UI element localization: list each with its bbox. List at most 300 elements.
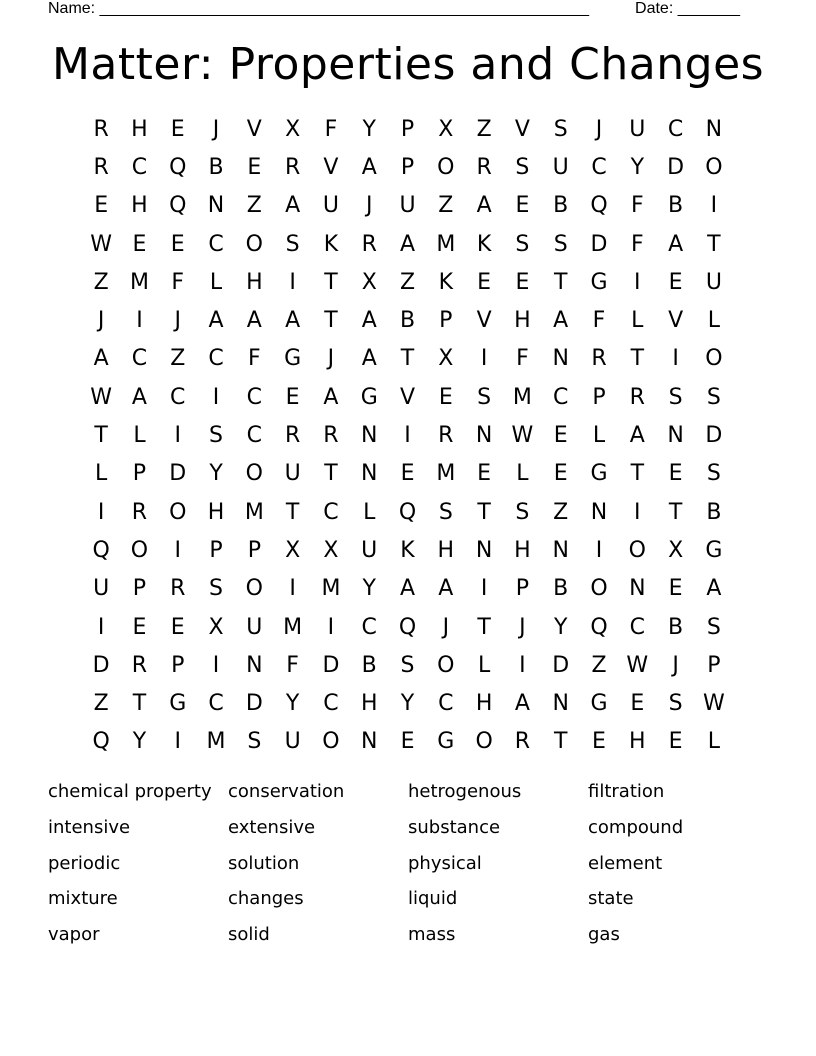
- grid-letter[interactable]: P: [439, 308, 453, 334]
- grid-letter[interactable]: J: [595, 116, 603, 142]
- grid-letter[interactable]: E: [515, 193, 530, 219]
- grid-letter[interactable]: S: [400, 652, 415, 678]
- grid-letter[interactable]: E: [170, 231, 185, 257]
- grid-letter[interactable]: A: [399, 231, 416, 257]
- grid-letter[interactable]: Q: [398, 614, 417, 640]
- grid-letter[interactable]: I: [174, 729, 181, 755]
- word-bank-item: solution: [228, 852, 300, 874]
- grid-letter[interactable]: M: [206, 729, 226, 755]
- grid-letter[interactable]: E: [170, 614, 185, 640]
- grid-letter[interactable]: Z: [438, 193, 454, 219]
- grid-letter[interactable]: B: [361, 652, 377, 678]
- grid-letter[interactable]: C: [438, 691, 454, 717]
- grid-letter[interactable]: X: [361, 269, 377, 295]
- grid-letter[interactable]: N: [475, 537, 493, 563]
- grid-letter[interactable]: V: [399, 384, 416, 410]
- grid-letter[interactable]: I: [212, 652, 220, 678]
- grid-letter[interactable]: Y: [362, 116, 376, 142]
- grid-letter[interactable]: R: [93, 116, 109, 142]
- grid-letter[interactable]: A: [361, 308, 377, 334]
- grid-letter[interactable]: D: [667, 154, 685, 180]
- grid-letter[interactable]: G: [360, 384, 378, 410]
- grid-letter[interactable]: K: [438, 269, 454, 295]
- grid-letter[interactable]: M: [436, 231, 456, 257]
- grid-letter[interactable]: M: [321, 576, 341, 602]
- grid-letter[interactable]: R: [131, 499, 148, 525]
- grid-letter[interactable]: S: [209, 423, 224, 449]
- grid-letter[interactable]: R: [438, 423, 454, 449]
- grid-letter[interactable]: V: [668, 308, 684, 334]
- grid-letter[interactable]: G: [590, 269, 608, 295]
- grid-letter[interactable]: E: [400, 461, 415, 487]
- grid-letter[interactable]: O: [628, 537, 646, 563]
- grid-letter[interactable]: E: [132, 231, 147, 257]
- grid-letter[interactable]: D: [245, 691, 263, 717]
- grid-letter[interactable]: N: [360, 729, 378, 755]
- grid-letter[interactable]: E: [668, 729, 683, 755]
- grid-letter[interactable]: S: [706, 614, 721, 640]
- grid-letter[interactable]: N: [629, 576, 646, 602]
- word-bank-item: substance: [408, 816, 501, 838]
- grid-letter[interactable]: S: [553, 231, 568, 257]
- grid-letter[interactable]: U: [399, 193, 416, 219]
- grid-letter[interactable]: D: [92, 652, 110, 678]
- grid-letter[interactable]: L: [707, 308, 721, 334]
- grid-letter[interactable]: A: [285, 308, 301, 334]
- grid-letter[interactable]: I: [595, 537, 603, 563]
- grid-letter[interactable]: M: [436, 461, 456, 487]
- grid-letter[interactable]: I: [634, 269, 641, 295]
- grid-letter[interactable]: D: [552, 652, 570, 678]
- grid-letter[interactable]: A: [668, 231, 684, 257]
- grid-letter[interactable]: N: [552, 691, 569, 717]
- grid-letter[interactable]: C: [208, 346, 224, 372]
- grid-letter[interactable]: S: [668, 384, 683, 410]
- grid-letter[interactable]: J: [212, 116, 220, 142]
- grid-letter[interactable]: B: [668, 614, 684, 640]
- grid-letter[interactable]: L: [592, 423, 606, 449]
- grid-letter[interactable]: E: [247, 154, 262, 180]
- grid-letter[interactable]: U: [284, 461, 301, 487]
- grid-letter[interactable]: B: [399, 308, 416, 334]
- grid-letter[interactable]: J: [174, 308, 181, 334]
- grid-letter[interactable]: F: [516, 346, 529, 372]
- grid-letter[interactable]: O: [475, 729, 493, 755]
- grid-letter[interactable]: N: [475, 423, 493, 449]
- grid-letter[interactable]: E: [553, 423, 568, 449]
- grid-letter[interactable]: L: [631, 308, 644, 334]
- grid-letter[interactable]: C: [208, 231, 224, 257]
- grid-letter[interactable]: A: [323, 384, 339, 410]
- grid-letter[interactable]: L: [209, 269, 223, 295]
- word-bank-item: intensive: [48, 816, 131, 838]
- grid-letter[interactable]: A: [706, 576, 722, 602]
- grid-letter[interactable]: R: [591, 346, 607, 372]
- grid-letter[interactable]: H: [514, 537, 531, 563]
- grid-letter[interactable]: V: [246, 116, 262, 142]
- grid-letter[interactable]: O: [590, 576, 608, 602]
- grid-letter[interactable]: C: [361, 614, 377, 640]
- grid-letter[interactable]: W: [90, 231, 113, 257]
- grid-letter[interactable]: P: [400, 116, 415, 142]
- grid-letter[interactable]: G: [590, 691, 608, 717]
- grid-letter[interactable]: T: [94, 423, 108, 449]
- grid-letter[interactable]: B: [668, 193, 684, 219]
- grid-letter[interactable]: M: [512, 384, 532, 410]
- grid-letter[interactable]: J: [672, 652, 679, 678]
- grid-letter[interactable]: C: [591, 154, 607, 180]
- grid-letter[interactable]: Z: [399, 269, 416, 295]
- grid-letter[interactable]: O: [130, 537, 149, 563]
- grid-letter[interactable]: C: [131, 346, 148, 372]
- grid-letter[interactable]: S: [706, 384, 721, 410]
- grid-letter[interactable]: R: [514, 729, 531, 755]
- grid-letter[interactable]: P: [209, 537, 223, 563]
- grid-letter[interactable]: B: [706, 499, 722, 525]
- grid-letter[interactable]: Q: [92, 729, 110, 755]
- grid-letter[interactable]: W: [90, 384, 113, 410]
- grid-letter[interactable]: U: [93, 576, 110, 602]
- word-bank-item: liquid: [408, 888, 458, 910]
- grid-letter[interactable]: E: [285, 384, 300, 410]
- grid-letter[interactable]: N: [360, 461, 378, 487]
- grid-letter[interactable]: R: [361, 231, 377, 257]
- grid-letter[interactable]: E: [170, 116, 185, 142]
- grid-letter[interactable]: I: [212, 384, 220, 410]
- grid-letter[interactable]: D: [590, 231, 608, 257]
- grid-letter[interactable]: C: [667, 116, 684, 142]
- grid-letter[interactable]: D: [705, 423, 723, 449]
- grid-letter[interactable]: C: [170, 384, 186, 410]
- grid-letter[interactable]: J: [442, 614, 450, 640]
- grid-letter[interactable]: C: [246, 423, 263, 449]
- grid-letter[interactable]: F: [592, 308, 606, 334]
- grid-letter[interactable]: E: [668, 269, 683, 295]
- grid-letter[interactable]: Z: [476, 116, 492, 142]
- grid-letter[interactable]: I: [289, 269, 296, 295]
- grid-letter[interactable]: E: [438, 384, 453, 410]
- grid-letter[interactable]: I: [480, 346, 488, 372]
- grid-letter[interactable]: X: [285, 537, 301, 563]
- grid-letter[interactable]: E: [477, 461, 492, 487]
- grid-letter[interactable]: S: [706, 461, 721, 487]
- grid-letter[interactable]: W: [511, 423, 534, 449]
- grid-letter[interactable]: P: [400, 154, 415, 180]
- grid-letter[interactable]: J: [97, 308, 105, 334]
- grid-letter[interactable]: H: [514, 308, 531, 334]
- grid-letter[interactable]: A: [93, 346, 109, 372]
- grid-letter[interactable]: I: [289, 576, 296, 602]
- grid-letter[interactable]: X: [438, 346, 454, 372]
- grid-letter[interactable]: V: [476, 308, 492, 334]
- grid-letter[interactable]: E: [400, 729, 415, 755]
- grid-letter[interactable]: N: [246, 652, 263, 678]
- grid-letter[interactable]: B: [553, 576, 569, 602]
- grid-letter[interactable]: Y: [209, 461, 223, 487]
- grid-letter[interactable]: I: [634, 499, 641, 525]
- grid-letter[interactable]: R: [284, 154, 301, 180]
- grid-letter[interactable]: A: [285, 193, 301, 219]
- grid-letter[interactable]: T: [668, 499, 683, 525]
- grid-letter[interactable]: G: [705, 537, 723, 563]
- grid-letter[interactable]: D: [322, 652, 340, 678]
- grid-letter[interactable]: G: [284, 346, 302, 372]
- word-bank-item: mixture: [48, 888, 118, 910]
- grid-letter[interactable]: X: [668, 537, 684, 563]
- grid-letter[interactable]: N: [207, 193, 225, 219]
- grid-letter[interactable]: P: [132, 576, 147, 602]
- grid-letter[interactable]: Y: [630, 154, 645, 180]
- grid-letter[interactable]: F: [630, 193, 644, 219]
- grid-letter[interactable]: E: [668, 461, 683, 487]
- grid-letter[interactable]: A: [361, 346, 377, 372]
- grid-letter[interactable]: B: [208, 154, 224, 180]
- grid-letter[interactable]: I: [97, 499, 105, 525]
- grid-letter[interactable]: F: [324, 116, 338, 142]
- grid-letter[interactable]: N: [667, 423, 684, 449]
- grid-letter[interactable]: X: [208, 614, 224, 640]
- grid-letter[interactable]: T: [477, 499, 491, 525]
- grid-letter[interactable]: O: [245, 231, 263, 257]
- grid-letter[interactable]: K: [476, 231, 492, 257]
- grid-letter[interactable]: H: [360, 691, 378, 717]
- grid-letter[interactable]: H: [131, 193, 148, 219]
- grid-letter[interactable]: P: [707, 652, 721, 678]
- grid-letter[interactable]: S: [438, 499, 453, 525]
- grid-letter[interactable]: L: [133, 423, 146, 449]
- grid-letter[interactable]: B: [553, 193, 569, 219]
- grid-letter[interactable]: N: [552, 346, 569, 372]
- grid-letter[interactable]: O: [705, 154, 723, 180]
- grid-letter[interactable]: A: [514, 691, 530, 717]
- grid-letter[interactable]: S: [553, 116, 568, 142]
- grid-letter[interactable]: Z: [93, 691, 109, 717]
- grid-letter[interactable]: W: [703, 691, 725, 717]
- word-bank-item: periodic: [48, 852, 121, 874]
- grid-letter[interactable]: S: [247, 729, 262, 755]
- grid-letter[interactable]: P: [592, 384, 606, 410]
- grid-letter[interactable]: E: [132, 614, 147, 640]
- grid-letter[interactable]: U: [552, 154, 569, 180]
- grid-letter[interactable]: R: [170, 576, 186, 602]
- grid-letter[interactable]: R: [476, 154, 492, 180]
- grid-letter[interactable]: M: [129, 269, 149, 295]
- grid-letter[interactable]: P: [132, 461, 147, 487]
- date-field-label: Date: _______: [635, 0, 740, 17]
- grid-letter[interactable]: A: [438, 576, 454, 602]
- grid-letter[interactable]: Y: [132, 729, 147, 755]
- grid-letter[interactable]: L: [95, 461, 108, 487]
- grid-letter[interactable]: R: [284, 423, 301, 449]
- grid-letter[interactable]: C: [208, 691, 224, 717]
- grid-letter[interactable]: T: [707, 231, 721, 257]
- grid-letter[interactable]: V: [514, 116, 530, 142]
- grid-letter[interactable]: E: [477, 269, 492, 295]
- word-bank-item: solid: [228, 924, 270, 946]
- grid-letter[interactable]: I: [480, 576, 488, 602]
- grid-letter[interactable]: L: [363, 499, 376, 525]
- grid-letter[interactable]: I: [519, 652, 526, 678]
- grid-letter[interactable]: S: [209, 576, 224, 602]
- grid-letter[interactable]: H: [629, 729, 646, 755]
- grid-letter[interactable]: P: [247, 537, 261, 563]
- grid-letter[interactable]: Q: [169, 193, 187, 219]
- grid-letter[interactable]: T: [285, 499, 300, 525]
- grid-letter[interactable]: L: [516, 461, 529, 487]
- grid-letter[interactable]: O: [322, 729, 340, 755]
- grid-letter[interactable]: E: [515, 269, 530, 295]
- grid-letter[interactable]: P: [515, 576, 530, 602]
- grid-letter[interactable]: N: [360, 423, 378, 449]
- grid-letter[interactable]: G: [590, 461, 608, 487]
- grid-letter[interactable]: U: [322, 193, 339, 219]
- word-bank-item: extensive: [228, 816, 316, 838]
- grid-letter[interactable]: Q: [590, 614, 608, 640]
- grid-letter[interactable]: O: [437, 154, 455, 180]
- grid-letter[interactable]: N: [552, 537, 569, 563]
- grid-letter[interactable]: E: [592, 729, 606, 755]
- grid-letter[interactable]: O: [245, 461, 263, 487]
- grid-letter[interactable]: H: [437, 537, 455, 563]
- grid-letter[interactable]: C: [629, 614, 645, 640]
- grid-letter[interactable]: S: [477, 384, 492, 410]
- grid-letter[interactable]: L: [477, 652, 491, 678]
- grid-letter[interactable]: R: [131, 652, 148, 678]
- grid-letter[interactable]: I: [672, 346, 679, 372]
- grid-letter[interactable]: J: [365, 193, 373, 219]
- grid-letter[interactable]: O: [437, 652, 455, 678]
- grid-letter[interactable]: I: [174, 537, 181, 563]
- grid-letter[interactable]: N: [705, 116, 723, 142]
- word-bank: [48, 780, 768, 959]
- grid-letter[interactable]: T: [630, 346, 645, 372]
- grid-letter[interactable]: C: [131, 154, 148, 180]
- grid-letter[interactable]: Z: [93, 269, 109, 295]
- grid-letter[interactable]: Q: [92, 537, 110, 563]
- grid-letter[interactable]: O: [245, 576, 263, 602]
- grid-letter[interactable]: Z: [591, 652, 607, 678]
- grid-letter[interactable]: F: [630, 231, 644, 257]
- grid-letter[interactable]: X: [285, 116, 301, 142]
- grid-letter[interactable]: Q: [169, 154, 187, 180]
- grid-letter[interactable]: C: [553, 384, 569, 410]
- grid-letter[interactable]: A: [246, 308, 262, 334]
- grid-letter[interactable]: C: [323, 691, 339, 717]
- grid-letter[interactable]: X: [323, 537, 339, 563]
- grid-letter[interactable]: A: [399, 576, 416, 602]
- grid-letter[interactable]: F: [171, 269, 185, 295]
- grid-letter[interactable]: A: [131, 384, 147, 410]
- grid-letter[interactable]: S: [285, 231, 300, 257]
- grid-letter[interactable]: F: [286, 652, 299, 678]
- grid-letter[interactable]: L: [707, 729, 721, 755]
- grid-letter[interactable]: U: [629, 116, 646, 142]
- grid-letter[interactable]: O: [169, 499, 187, 525]
- grid-letter[interactable]: N: [590, 499, 608, 525]
- grid-letter[interactable]: U: [284, 729, 301, 755]
- grid-letter[interactable]: P: [171, 652, 185, 678]
- grid-letter[interactable]: E: [553, 461, 568, 487]
- grid-letter[interactable]: A: [361, 154, 377, 180]
- grid-letter[interactable]: H: [475, 691, 493, 717]
- grid-letter[interactable]: G: [169, 691, 187, 717]
- grid-letter[interactable]: Y: [400, 691, 415, 717]
- grid-letter[interactable]: X: [438, 116, 454, 142]
- grid-letter[interactable]: A: [476, 193, 492, 219]
- grid-letter[interactable]: E: [630, 691, 645, 717]
- grid-letter[interactable]: V: [323, 154, 339, 180]
- grid-letter[interactable]: U: [705, 269, 722, 295]
- grid-letter[interactable]: J: [327, 346, 335, 372]
- grid-letter[interactable]: C: [246, 384, 263, 410]
- grid-letter[interactable]: R: [323, 423, 339, 449]
- grid-letter[interactable]: U: [246, 614, 263, 640]
- grid-letter[interactable]: I: [327, 614, 335, 640]
- grid-letter[interactable]: S: [515, 231, 530, 257]
- grid-letter[interactable]: M: [244, 499, 264, 525]
- grid-letter[interactable]: Y: [285, 691, 300, 717]
- grid-letter[interactable]: S: [668, 691, 683, 717]
- grid-letter[interactable]: Q: [590, 193, 608, 219]
- grid-letter[interactable]: R: [629, 384, 645, 410]
- grid-letter[interactable]: Z: [553, 499, 569, 525]
- grid-letter[interactable]: H: [131, 116, 148, 142]
- grid-letter[interactable]: Z: [170, 346, 186, 372]
- grid-letter[interactable]: F: [248, 346, 261, 372]
- grid-letter[interactable]: T: [324, 269, 338, 295]
- grid-letter[interactable]: T: [324, 461, 338, 487]
- grid-letter[interactable]: A: [629, 423, 645, 449]
- grid-letter[interactable]: E: [94, 193, 109, 219]
- grid-letter[interactable]: S: [515, 499, 530, 525]
- grid-letter[interactable]: U: [361, 537, 378, 563]
- grid-letter[interactable]: G: [437, 729, 455, 755]
- grid-letter[interactable]: K: [400, 537, 415, 563]
- grid-letter[interactable]: A: [208, 308, 224, 334]
- grid-letter[interactable]: O: [705, 346, 723, 372]
- grid-letter[interactable]: T: [553, 269, 568, 295]
- grid-letter[interactable]: D: [169, 461, 187, 487]
- grid-letter[interactable]: T: [630, 461, 645, 487]
- grid-letter[interactable]: T: [553, 729, 568, 755]
- grid-letter[interactable]: T: [400, 346, 415, 372]
- grid-letter[interactable]: H: [246, 269, 263, 295]
- grid-letter[interactable]: M: [283, 614, 303, 640]
- grid-letter[interactable]: E: [668, 576, 683, 602]
- grid-letter[interactable]: Y: [362, 576, 376, 602]
- grid-letter[interactable]: Q: [398, 499, 417, 525]
- grid-letter[interactable]: I: [97, 614, 105, 640]
- grid-letter[interactable]: T: [324, 308, 338, 334]
- grid-letter[interactable]: J: [519, 614, 526, 640]
- grid-letter[interactable]: C: [323, 499, 339, 525]
- grid-letter[interactable]: T: [132, 691, 147, 717]
- grid-letter[interactable]: I: [404, 423, 411, 449]
- grid-letter[interactable]: I: [174, 423, 181, 449]
- grid-letter[interactable]: H: [207, 499, 225, 525]
- name-field-label: Name: _______________________________________________________: [48, 0, 589, 17]
- grid-letter[interactable]: S: [515, 154, 530, 180]
- grid-letter[interactable]: Z: [246, 193, 262, 219]
- grid-letter[interactable]: Y: [553, 614, 568, 640]
- grid-letter[interactable]: R: [93, 154, 109, 180]
- grid-letter[interactable]: W: [626, 652, 649, 678]
- grid-letter[interactable]: I: [136, 308, 143, 334]
- grid-letter[interactable]: A: [553, 308, 569, 334]
- grid-letter[interactable]: T: [477, 614, 491, 640]
- grid-letter[interactable]: I: [710, 193, 718, 219]
- grid-letter[interactable]: K: [323, 231, 339, 257]
